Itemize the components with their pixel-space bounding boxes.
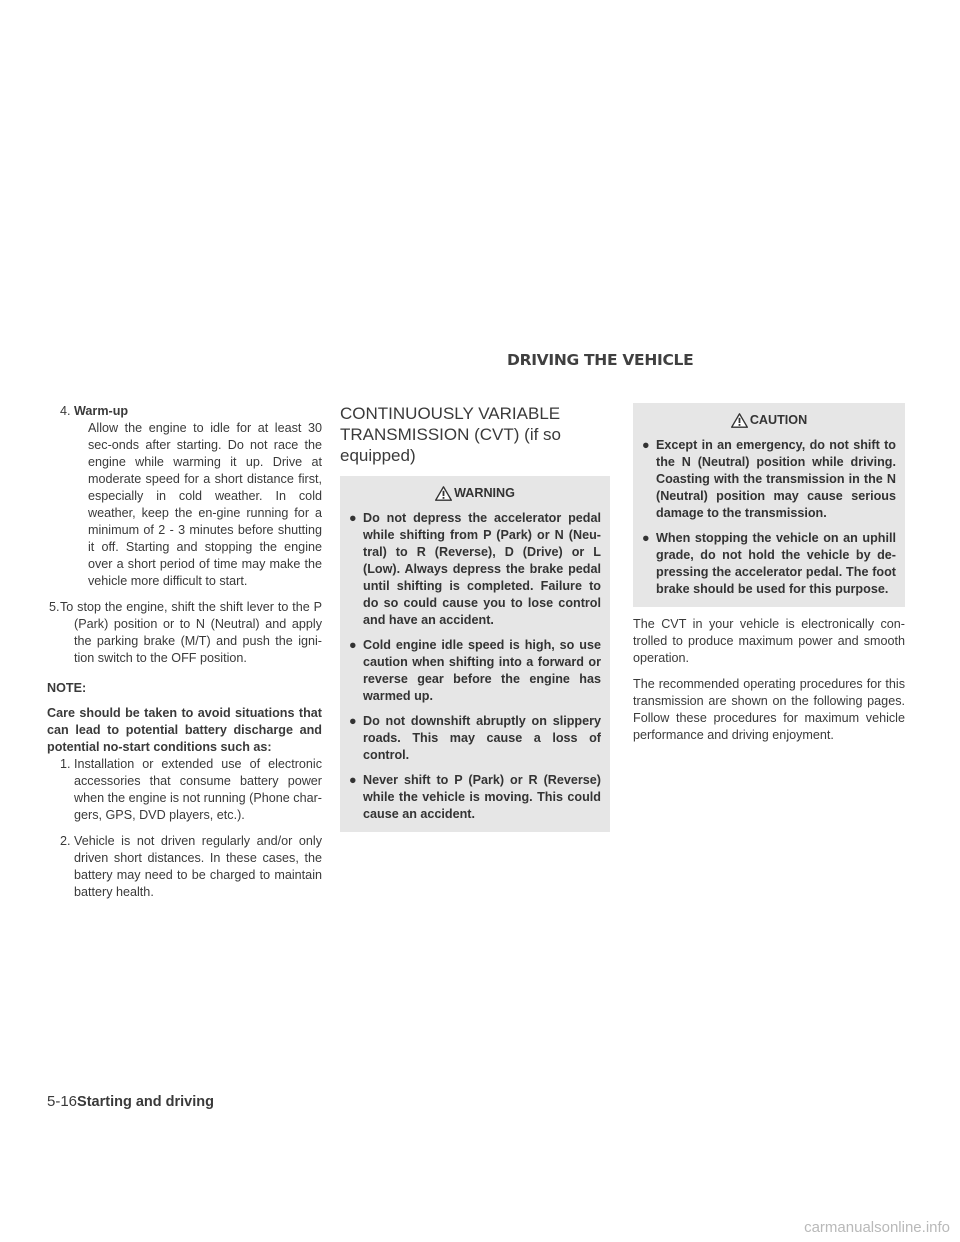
- caution-item-text: When stopping the vehicle on an uphill grade, do not hold the vehicle by de-pressing the accelerator pedal. The foot brake should be used for this purpose.: [656, 531, 896, 596]
- column-right: [633, 403, 905, 744]
- warning-item-text: Do not downshift abruptly on slippery roads. This may cause a loss of control.: [363, 714, 601, 762]
- watermark: carmanualsonline.info: [804, 1219, 950, 1236]
- list-item-stop-engine: [47, 599, 322, 667]
- note-text: Care should be taken to avoid situations that can lead to potential battery discharge and potential no-start conditions such as:: [47, 706, 322, 754]
- list-number: 2.: [60, 834, 71, 848]
- note-item-text: Vehicle is not driven regularly and/or only driven short distances. In these cases, the battery may need to be charged to maintain battery health.: [74, 834, 322, 899]
- note-item-accessories: [47, 756, 322, 824]
- bullet-icon: ●: [349, 511, 357, 525]
- warning-header: [349, 482, 601, 504]
- list-number: 5.: [49, 600, 60, 614]
- note-item-text: Installation or extended use of electronic accessories that consume battery power when the engine is not running (Phone char-gers, GPS, DVD players, etc.).: [74, 757, 322, 822]
- list-number: 4.: [60, 404, 71, 418]
- note-item-short-distances: [47, 833, 322, 901]
- bullet-icon: ●: [642, 531, 650, 545]
- cvt-title-line: equipped): [340, 446, 416, 465]
- bullet-icon: ●: [349, 638, 357, 652]
- warmup-text: Allow the engine to idle for at least 30 sec-onds after starting. Do not race the engine while warming it up. Drive at moderate speed for a short distance first, especially in cold weather. In cold weather, keep the en-gine running for a minimum of 2 - 3 minutes before shutting it off. Starting and stopping the engine over a short period of time may make the vehicle more difficult to start.: [88, 421, 322, 588]
- warning-box: [340, 476, 610, 832]
- page-footer: [47, 1093, 214, 1110]
- cvt-title-line: TRANSMISSION (CVT) (if so: [340, 425, 562, 444]
- warning-triangle-icon: [435, 486, 452, 501]
- column-left: [47, 403, 322, 901]
- caution-item: [642, 437, 896, 522]
- caution-item-text: Except in an emergency, do not shift to the N (Neutral) position while driving. Coasting with the transmission in the N (Neutral) position may cause serious damage to the transmission.: [656, 438, 896, 520]
- warning-item: [349, 637, 601, 705]
- column-middle: [340, 403, 610, 832]
- warning-item-text: Never shift to P (Park) or R (Reverse) while the vehicle is moving. This could cause an accident.: [363, 773, 601, 821]
- bullet-icon: ●: [349, 714, 357, 728]
- section-header: DRIVING THE VEHICLE: [507, 351, 694, 369]
- bullet-icon: ●: [642, 438, 650, 452]
- chapter-name: Starting and driving: [77, 1094, 214, 1110]
- warning-label: WARNING: [454, 485, 515, 500]
- cvt-paragraph: The CVT in your vehicle is electronically con-trolled to produce maximum power and smooth operation.: [633, 617, 905, 665]
- list-number: 1.: [60, 757, 71, 771]
- caution-box: [633, 403, 905, 607]
- bullet-icon: ●: [349, 773, 357, 787]
- cvt-paragraph: The recommended operating procedures for this transmission are shown on the following pages. Follow these procedures for maximum vehicle performance and driving enjoyment.: [633, 677, 905, 742]
- warning-item: [349, 510, 601, 629]
- note-label: NOTE:: [47, 681, 87, 695]
- page-number: 5-16: [47, 1093, 78, 1110]
- cvt-title-line: CONTINUOUSLY VARIABLE: [340, 404, 561, 423]
- warning-item: [349, 772, 601, 823]
- stop-engine-text: To stop the engine, shift the shift lever to the P (Park) position or to N (Neutral) and apply the parking brake (M/T) and push the igni-tion switch to the OFF position.: [60, 600, 322, 665]
- warning-item-text: Do not depress the accelerator pedal while shifting from P (Park) or N (Neu-tral) to R (Reverse), D (Drive) or L (Low). Always depress the brake pedal until shifting is completed. Failure to do so could cause you to lose control and have an accident.: [363, 511, 601, 627]
- caution-item: [642, 530, 896, 598]
- warmup-title: Warm-up: [74, 404, 129, 418]
- warning-item-text: Cold engine idle speed is high, so use caution when shifting into a forward or reverse gear before the engine has warmed up.: [363, 638, 601, 703]
- list-item-warmup: [47, 403, 322, 590]
- caution-header: [642, 409, 896, 431]
- caution-triangle-icon: [731, 413, 748, 428]
- caution-label: CAUTION: [749, 412, 808, 427]
- warning-item: [349, 713, 601, 764]
- cvt-title: [340, 403, 610, 466]
